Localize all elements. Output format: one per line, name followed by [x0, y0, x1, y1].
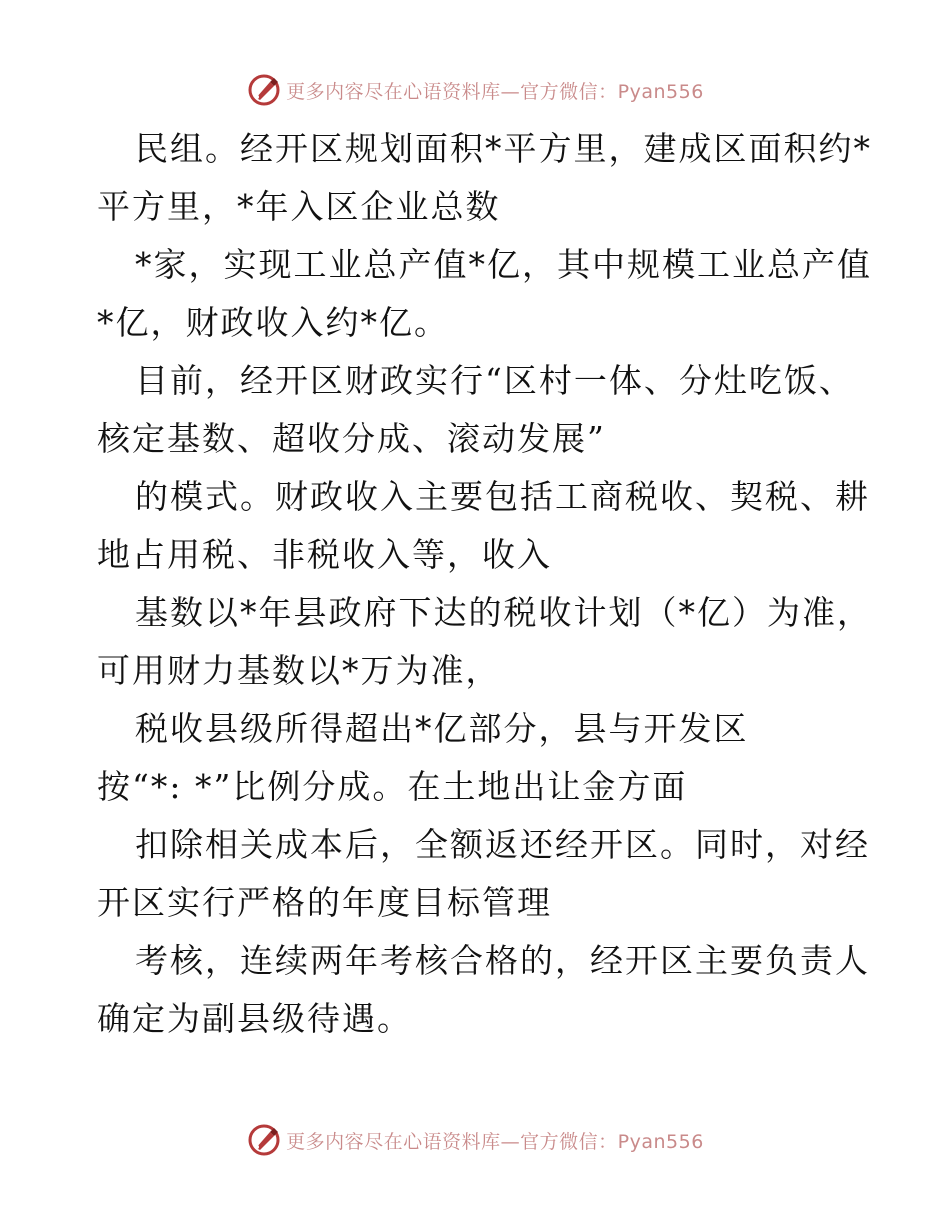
- text-line: 开区实行严格的年度目标管理: [97, 883, 552, 922]
- text-line: *家，实现工业总产值*亿，其中规模工业总产值: [135, 245, 872, 284]
- pen-logo-icon: [246, 72, 282, 108]
- pen-logo-icon: [246, 1122, 282, 1158]
- text-line: 可用财力基数以*万为准，: [97, 651, 501, 690]
- text-line: 扣除相关成本后，全额返还经开区。同时，对经: [135, 825, 870, 864]
- text-line: 税收县级所得超出*亿部分，县与开发区: [135, 709, 749, 748]
- text-line: 地占用税、非税收入等，收入: [97, 535, 552, 574]
- text-line: 按“*: *”比例分成。在土地出让金方面: [97, 767, 688, 806]
- text-line: 平方里，*年入区企业总数: [97, 187, 501, 226]
- watermark-text: 更多内容尽在心语资料库—官方微信：Pyan556: [286, 80, 704, 103]
- header-watermark: [0, 70, 950, 110]
- document-body: [97, 120, 872, 1048]
- text-line: 核定基数、超收分成、滚动发展”: [97, 419, 606, 458]
- text-line: 考核，连续两年考核合格的，经开区主要负责人: [135, 941, 870, 980]
- text-line: 民组。经开区规划面积*平方里，建成区面积约*: [135, 129, 872, 168]
- text-line: 确定为副县级待遇。: [97, 999, 412, 1038]
- text-line: 的模式。财政收入主要包括工商税收、契税、耕: [135, 477, 870, 516]
- text-line: *亿，财政收入约*亿。: [97, 303, 449, 342]
- footer-watermark: [0, 1120, 950, 1160]
- watermark-text: 更多内容尽在心语资料库—官方微信：Pyan556: [286, 1130, 704, 1153]
- text-line: 目前，经开区财政实行“区村一体、分灶吃饭、: [135, 361, 854, 400]
- text-line: 基数以*年县政府下达的税收计划（*亿）为准，: [135, 593, 872, 632]
